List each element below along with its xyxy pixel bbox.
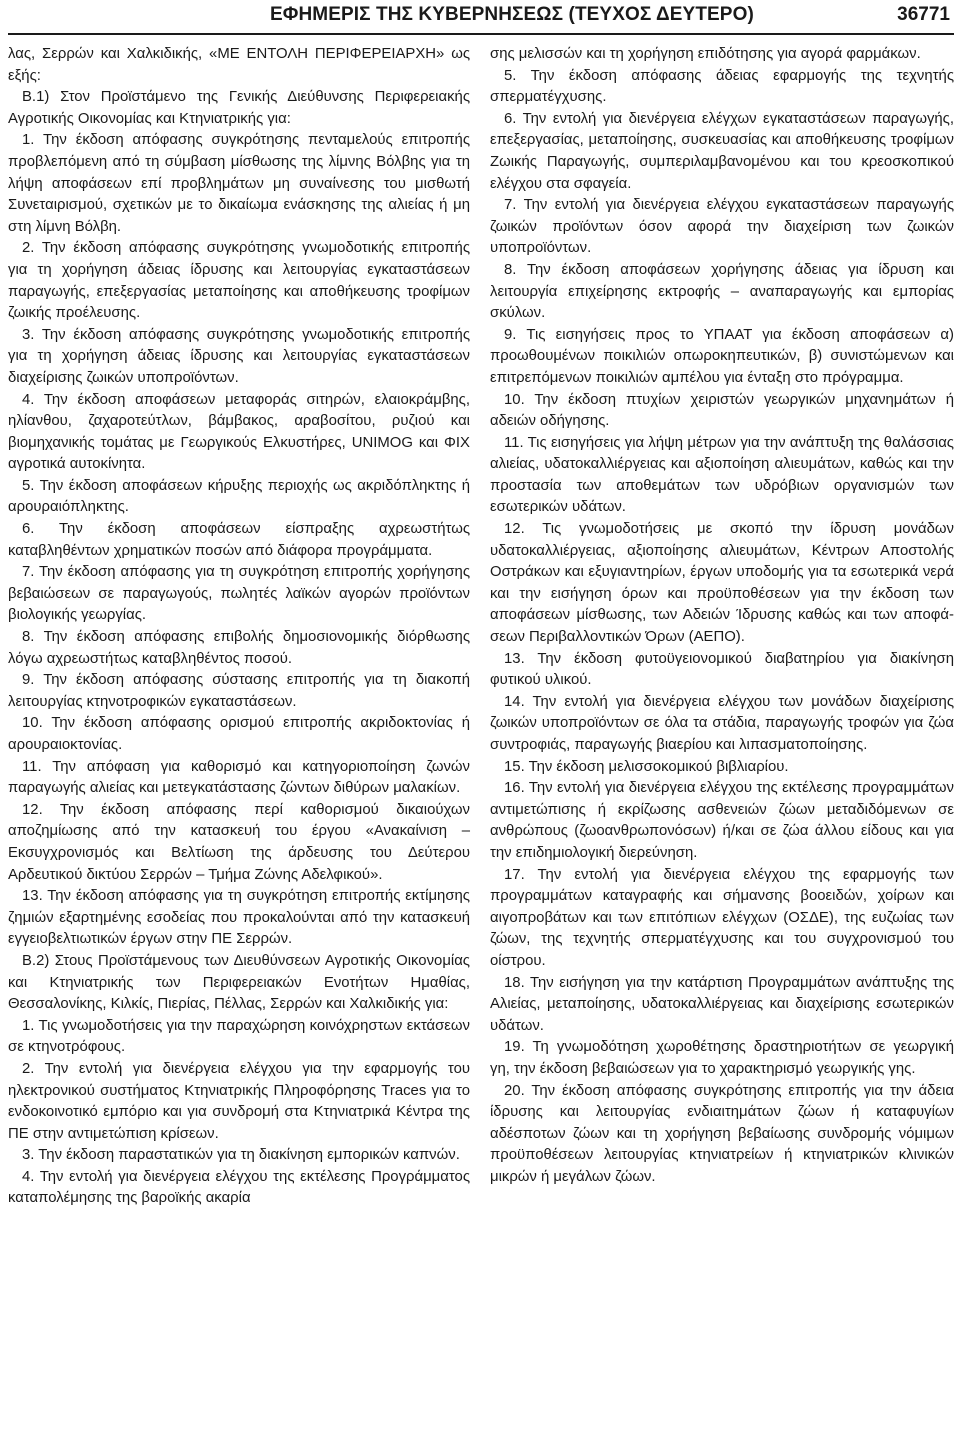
paragraph: 5. Την έκδοση απόφασης άδειας εφαρμογής της τεχνητής σπερματέγχυσης. [490, 67, 954, 106]
paragraph: 12. Την έκδοση απόφασης περί καθορισμού δικαιούχων αποζημίωσης από την κατασκευή του έργου «Ανακαίνιση – Εκσυγχρονισμός και Βελτίωση της άρδευσης του Δεύτερου Αρδευτικού δικτύου Σερρών – Τμήμα Ζώνης Αδελφικού». [8, 801, 470, 883]
paragraph: 8. Την έκδοση απόφασης επιβολής δημοσιονομικής διόρθωσης λόγω αχρεωστήτως καταβληθέντος ποσού. [8, 629, 470, 667]
paragraph: 17. Την εντολή για διενέργεια ελέγχου της εφαρμογής των προγραμμάτων καταγραφής και σήμανσης βοοειδών, χοίρων και αιγοπροβάτων και των επιτόπιων ελέγχων (ΟΣΔΕ), της ευζωίας των ζώων, της τεχνητής σπερματέγχυσης και του συγχρονισμού του οίστρου. [490, 866, 954, 969]
paragraph: 9. Τις εισηγήσεις προς το ΥΠΑΑΤ για έκδοση αποφάσεων α) προωθουμένων ποικιλιών οπωροκηπευτικών, β) συνιστώμενων και επιτρεπόμενων ποικιλιών αμπέλου για ένταξη στο πρόγραμμα. [490, 326, 954, 386]
paragraph: 16. Την εντολή για διενέργεια ελέγχου της εκτέλεσης προγραμμάτων αντιμετώπισης ή εκρίζωσης ασθενειών ζώων μεταδιδόμενων σε ανθρώπους (ζωοανθρωπονόσων) ή/και σε ζώα άλλου είδους και για την επιδημιολογική διερεύνηση. [490, 780, 954, 861]
paragraph: Β.1) Στον Προϊστάμενο της Γενικής Διεύθυνσης Περιφερειακής Αγροτικής Οικονομίας και Κτηνιατρικής για: [8, 89, 470, 127]
paragraph: 18. Την εισήγηση για την κατάρτιση Προγραμμάτων ανάπτυξης της Αλιείας, μεταποίησης, υδατοκαλλιέργειας και διαχείρισης εσωτερικών υδάτων. [490, 974, 954, 1034]
paragraph: 4. Την έκδοση αποφάσεων μεταφοράς σιτηρών, ελαιοκράμβης, ηλίανθου, ζαχαροτεύτλων, βάμβακος, αραβοσίτου, ρυζιού και βιομηχανικής τομάτας με Γεωργικούς Ελκυστήρες, UNIMOG και ΦΙΧ αγροτικά αυτοκίνητα. [8, 391, 470, 473]
paragraph: 3. Την έκδοση απόφασης συγκρότησης γνωμοδοτικής επιτροπής για τη χορήγηση άδειας ίδρυσης και λειτουργίας εγκαταστάσεων διαχείρισης ζωικών υποπροϊόντων. [8, 326, 470, 386]
paragraph: 4. Την εντολή για διενέργεια ελέγχου της εκτέλεσης Προγράμματος καταπολέμησης της βαροϊκής ακαρία [8, 1168, 470, 1207]
paragraph: 1. Τις γνωμοδοτήσεις για την παραχώρηση κοινόχρηστων εκτάσεων σε κτηνοτρόφους. [8, 1017, 470, 1056]
paragraph: 11. Τις εισηγήσεις για λήψη μέτρων για την ανάπτυξη της θαλάσσιας αλιείας, υδατοκαλλιέργειας και αξιοποίηση αλιευμάτων, καθώς και την προστασία των αποθεμάτων των υδρόβιων οργανισμών των εσωτερικών υδάτων. [490, 434, 954, 516]
paragraph: 14. Την εντολή για διενέργεια ελέγχου των μονάδων διαχείρισης ζωικών υποπροϊόντων σε όλα τα στάδια, παραγωγής τροφών για ζώα συντροφιάς, παραγωγής βιαερίου και λιπασματοποίησης. [490, 693, 954, 753]
right-column [490, 44, 954, 1188]
header-rule [8, 33, 954, 35]
left-column [8, 44, 470, 1210]
paragraph: 8. Την έκδοση αποφάσεων χορήγησης άδειας για ίδρυση και λειτουργία επιχείρησης εκτροφής – αναπαραγωγής και εμπορίας σκύλων. [490, 261, 954, 322]
paragraph: 5. Την έκδοση αποφάσεων κήρυξης περιοχής ως ακριδόπληκτης ή αρουραιόπληκτης. [8, 477, 470, 516]
paragraph: Β.2) Στους Προϊστάμενους των Διευθύνσεων Αγροτικής Οικονομίας και Κτηνιατρικής των Περιφερειακών Ενοτήτων Ημαθίας, Θεσσαλονίκης, Κιλκίς, Πιερίας, Πέλλας, Σερρών και Χαλκιδικής για: [8, 952, 470, 1013]
gazette-title: ΕΦΗΜΕΡΙΣ ΤΗΣ ΚΥΒΕΡΝΗΣΕΩΣ (ΤΕΥΧΟΣ ΔΕΥΤΕΡΟ) [270, 4, 754, 25]
paragraph: 2. Την εντολή για διενέργεια ελέγχου για την εφαρμογής του ηλεκτρονικού συστήματος Κτηνιατρικής Πληροφόρησης Traces για το ενδοκοινοτικό εμπόριο και για συνδρομή στα Κτηνιατρικά Κέντρα της ΠΕ στην αντιμετώπιση κρίσεων. [8, 1060, 470, 1142]
page-header [0, 4, 960, 30]
paragraph: 1. Την έκδοση απόφασης συγκρότησης πενταμελούς επιτροπής προβλεπόμενη από τη σύμβαση μίσθωσης της λίμνης Βόλβης για τη λήψη αποφάσεων επί προβλημάτων μη συναίνεσης του μισθωτή Συνεταιρισμού, σχετικών με το δικαίωμα ενάσκησης της αλιείας ή μη στη λίμνη Βόλβη. [8, 132, 470, 235]
paragraph: σης μελισσών και τη χορήγηση επιδότησης για αγορά φαρμάκων. [490, 46, 921, 62]
paragraph: 19. Τη γνωμοδότηση χωροθέτησης δραστηριοτήτων σε γεωργική γη, την έκδοση βεβαιώσεων για το χαρακτηρισμό γεωργικής γης. [490, 1039, 954, 1077]
paragraph: 13. Την έκδοση φυτοϋγειονομικού διαβατηρίου για διακίνηση φυτικού υλικού. [490, 650, 954, 689]
paragraph: 11. Την απόφαση για καθορισμό και κατηγοριοποίηση ζωνών παραγωγής αλιείας και μετεγκατάστασης ζώντων διθύρων μαλακίων. [8, 758, 470, 797]
paragraph: λας, Σερρών και Χαλκιδικής, «ΜΕ ΕΝΤΟΛΗ ΠΕΡΙΦΕΡΕΙΑΡΧΗ» ως εξής: [8, 46, 470, 84]
paragraph: 7. Την έκδοση απόφασης για τη συγκρότηση επιτροπής χορήγησης βεβαιώσεων σε παραγωγούς, πωλητές λαϊκών αγορών προϊόντων βιολογικής γεωργίας. [8, 564, 470, 624]
paragraph: 10. Την έκδοση πτυχίων χειριστών γεωργικών μηχανημάτων ή αδειών οδήγησης. [490, 391, 954, 430]
paragraph: 12. Τις γνωμοδοτήσεις με σκοπό την ίδρυση μονάδων υδατοκαλλιέργειας, αξιοποίησης αλιευμάτων, Κέντρων Αποστολής Οστράκων και εξυγιαντηρίων, έργων υποδομής για τα εσωτερικά νερά και την εισήγηση όρων και προϋποθέσεων για την έκδοση των αποφάσεων μίσθωσης, των Αδειών Ίδρυσης καθώς και των αποφάσεων Περιβαλλοντικών Όρων (ΑΕΠΟ). [490, 521, 954, 646]
paragraph: 7. Την εντολή για διενέργεια ελέγχου εγκαταστάσεων παραγωγής ζωικών προϊόντων όσον αφορά την διαχείριση των ζωικών υποπροϊόντων. [490, 197, 954, 257]
paragraph: 2. Την έκδοση απόφασης συγκρότησης γνωμοδοτικής επιτροπής για τη χορήγηση άδειας ίδρυσης και λειτουργίας εγκαταστάσεων παραγωγής, επεξεργασίας μεταποίησης και αποθήκευσης τροφίμων ζωικής προέλευσης. [8, 240, 470, 322]
paragraph: 13. Την έκδοση απόφασης για τη συγκρότηση επιτροπής εκτίμησης ζημιών εξαρτημένης εσοδείας που προκαλούνται από την κατασκευή εγγειοβελτιωτικών έργων στην ΠΕ Σερρών. [8, 888, 470, 948]
paragraph: 15. Την έκδοση μελισσοκομικού βιβλιαρίου. [504, 758, 789, 775]
paragraph: 10. Την έκδοση απόφασης ορισμού επιτροπής ακριδοκτονίας ή αρουραιοκτονίας. [8, 715, 470, 753]
paragraph: 6. Την έκδοση αποφάσεων είσπραξης αχρεωστήτως καταβληθέντων χρηματικών ποσών από διάφορα προγράμματα. [8, 521, 470, 559]
paragraph: 20. Την έκδοση απόφασης συγκρότησης επιτροπής για την άδεια ίδρυσης και λειτουργίας ενδιαιτημάτων ζώων ή καταφυγίων αδέσποτων ζώων και τη χορήγηση βεβαίωσης συνδρομής νόμιμων προϋποθέσεων λειτουργίας κτηνιατρείων ή κτηνιατρικών κλινικών μικρών ή μεγάλων ζώων. [490, 1082, 954, 1185]
paragraph: 6. Την εντολή για διενέργεια ελέγχων εγκαταστάσεων παραγωγής, επεξεργασίας, μεταποίησης, συσκευασίας και αποθήκευσης τροφίμων Ζωικής Παραγωγής, συμπεριλαμβανομένου και του κρεοσκοπικού ελέγχου στα σφαγεία. [490, 110, 954, 192]
paragraph: 9. Την έκδοση απόφασης σύστασης επιτροπής για τη διακοπή λειτουργίας κτηνοτροφικών εγκαταστάσεων. [8, 672, 470, 710]
paragraph: 3. Την έκδοση παραστατικών για τη διακίνηση εμπορικών καπνών. [22, 1147, 460, 1164]
page-number: 36771 [897, 4, 950, 25]
